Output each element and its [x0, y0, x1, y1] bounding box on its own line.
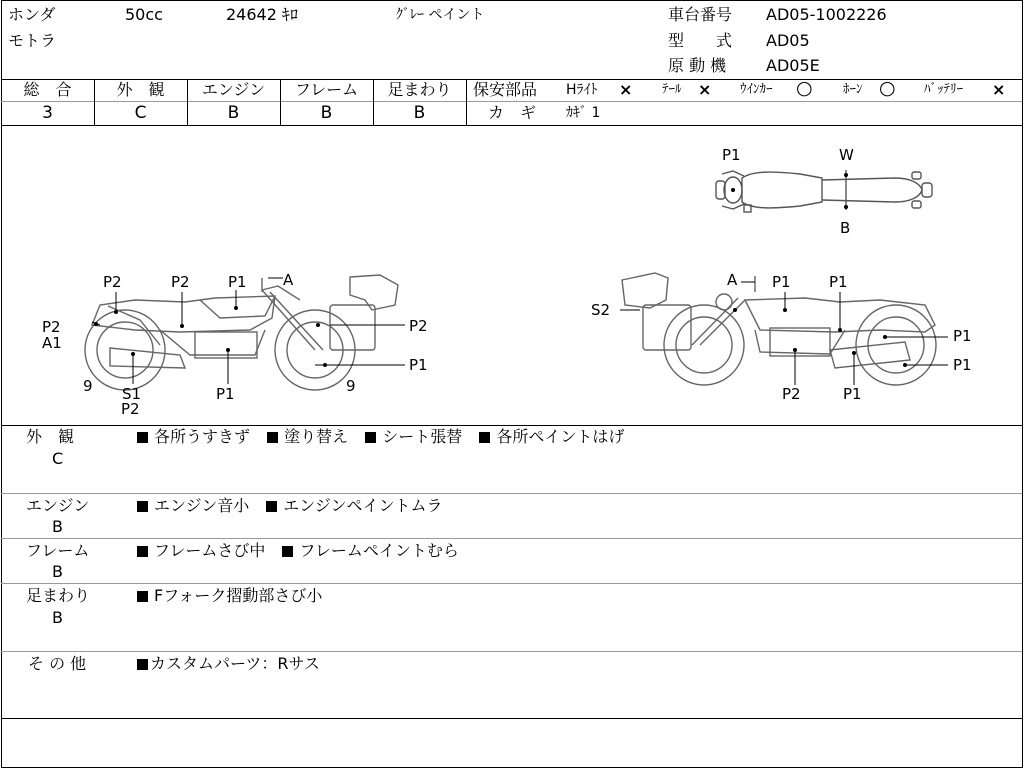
left-label: 9: [83, 377, 93, 395]
right-label: P1: [772, 273, 791, 291]
displacement: 50cc: [125, 5, 163, 24]
note-item: 塗り替え: [284, 427, 349, 446]
notes-title-suspension: 足まわり: [26, 586, 91, 605]
note-item: カスタムパーツ：Rサス: [150, 654, 320, 673]
notes-grade-frame: B: [52, 562, 63, 581]
right-label: S2: [591, 301, 611, 319]
key-value: ｶｷﾞ 1: [566, 105, 601, 121]
type-label: 型 式: [668, 31, 733, 50]
top-label-w: W: [839, 146, 854, 164]
maker: ホンダ: [8, 5, 56, 24]
right-label: P2: [782, 385, 801, 403]
right-label: P1: [843, 385, 862, 403]
frame-grade-label: フレーム: [294, 80, 359, 99]
note-item: シート張替: [382, 427, 463, 446]
winker-status: ○: [796, 77, 813, 99]
suspension-grade-label: 足まわり: [387, 80, 452, 99]
horn-label: ﾎｰﾝ: [843, 82, 863, 97]
frame-no: AD05-1002226: [766, 5, 887, 24]
frame-grade: B: [320, 103, 333, 123]
right-label: P1: [953, 356, 972, 374]
notes-grade-engine: B: [52, 517, 63, 536]
taillight-status: ×: [698, 80, 712, 99]
exterior-label: 外 観: [116, 80, 165, 99]
left-label: P2: [42, 318, 61, 336]
engine-grade: B: [227, 103, 240, 123]
notes-title-engine: エンジン: [26, 496, 90, 515]
note-item: Fフォーク摺動部さび小: [154, 586, 323, 605]
note-item: エンジンペイントムラ: [283, 496, 443, 515]
suspension-grade: B: [413, 103, 426, 123]
notes-items-frame: [137, 542, 471, 560]
top-label-p1: P1: [722, 146, 741, 164]
winker-label: ｳｲﾝｶｰ: [740, 82, 773, 97]
headlight-status: ×: [619, 80, 633, 99]
left-label: S1: [122, 385, 142, 403]
frame-no-label: 車台番号: [668, 5, 733, 24]
left-label: P2: [171, 273, 190, 291]
notes-items-engine: [137, 497, 455, 515]
left-label: 9: [346, 377, 356, 395]
notes-items-suspension: [137, 587, 334, 605]
left-label: P2: [121, 400, 140, 418]
overall-grade: 3: [42, 103, 53, 123]
battery-status: ×: [992, 80, 1006, 99]
left-label: P1: [216, 385, 235, 403]
left-label: P1: [228, 273, 247, 291]
notes-bottom: [1, 718, 1022, 719]
note-item: フレームさび中: [154, 541, 266, 560]
left-label: A1: [42, 334, 62, 352]
left-label: P1: [409, 356, 428, 374]
notes-divider: [1, 583, 1022, 584]
notes-top: [1, 425, 1022, 426]
horn-status: ○: [879, 77, 896, 99]
headlight-label: Hﾗｲﾄ: [566, 82, 598, 98]
left-label: P2: [103, 273, 122, 291]
notes-items-exterior: [137, 428, 636, 446]
notes-title-exterior: 外 観: [26, 427, 75, 446]
model-type: AD05: [766, 31, 810, 50]
left-label: P2: [409, 317, 428, 335]
notes-divider: [1, 493, 1022, 494]
key-label: カ ギ: [488, 103, 537, 122]
notes-title-other: そ の 他: [28, 654, 87, 673]
battery-label: ﾊﾞｯﾃﾘｰ: [924, 82, 963, 97]
exterior-grade: C: [134, 103, 147, 123]
right-label: P1: [953, 327, 972, 345]
notes-divider: [1, 538, 1022, 539]
notes-title-frame: フレーム: [26, 541, 90, 560]
note-item: フレームペイントむら: [299, 541, 459, 560]
model-name: モトラ: [8, 31, 57, 50]
mileage: 24642 ｷﾛ: [226, 5, 298, 24]
notes-items-other: [137, 655, 332, 673]
taillight-label: ﾃｰﾙ: [662, 82, 682, 97]
engine-label: 原 動 機: [668, 56, 727, 75]
note-item: 各所ペイントはげ: [496, 427, 625, 446]
engine-grade-label: エンジン: [201, 80, 266, 99]
notes-divider: [1, 651, 1022, 652]
note-item: 各所うすきず: [154, 427, 251, 446]
note-item: エンジン音小: [154, 496, 250, 515]
safety-label: 保安部品: [473, 80, 538, 99]
top-label-b: B: [840, 219, 851, 237]
body-color: ｸﾞﾚｰ ペイント: [396, 7, 485, 23]
notes-grade-suspension: B: [52, 608, 63, 627]
overall-label: 総 合: [23, 80, 72, 99]
right-label: A: [727, 271, 738, 289]
right-label: P1: [829, 273, 848, 291]
engine-model: AD05E: [766, 56, 820, 75]
left-label: A: [283, 271, 294, 289]
notes-grade-exterior: C: [52, 449, 64, 468]
